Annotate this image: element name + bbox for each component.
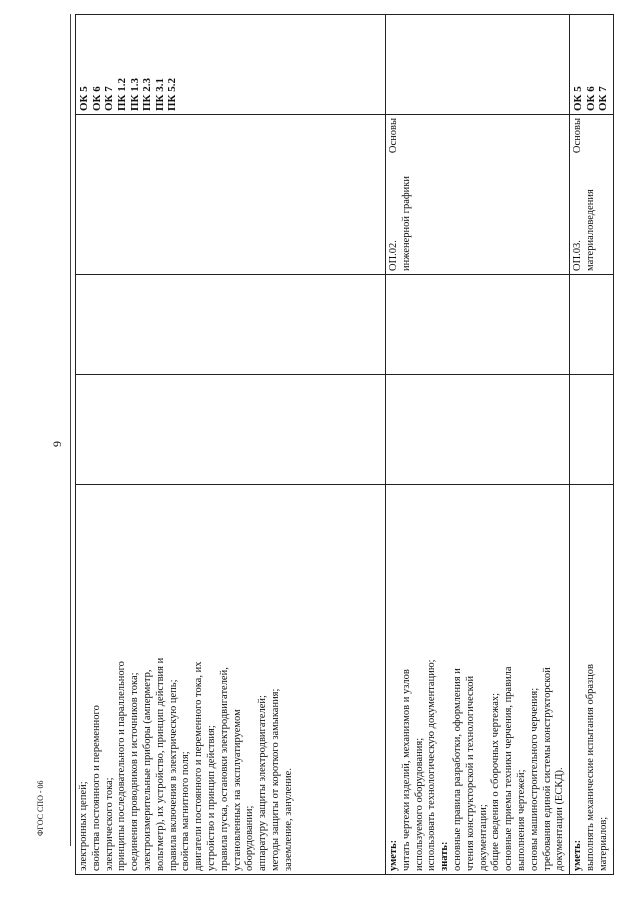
competency-list [572, 18, 610, 111]
list-item: общие сведения о сборочных чертежах; [490, 692, 502, 871]
competency-code: ОК 7 [103, 86, 116, 111]
table-row [386, 15, 570, 875]
discipline-heading [388, 118, 401, 271]
list-item: оборудовании; [244, 805, 256, 871]
section-label: уметь: [572, 839, 584, 871]
discipline-word: Основы [572, 118, 584, 154]
hours-cell [386, 275, 570, 375]
competency-code: ПК 1.2 [115, 77, 128, 111]
list-item: основные приемы техники черчения, правила [503, 666, 515, 871]
competency-code: ПК 1.3 [128, 77, 141, 111]
list-item: соединения проводников и источников тока; [129, 672, 141, 871]
discipline-code: ОП.02. [388, 240, 399, 271]
competency-cell [76, 15, 386, 115]
hours-cell [76, 275, 386, 375]
list-item: аппаратуру защиты электродвигателей; [257, 695, 269, 871]
list-item: правила включения в электрическую цепь; [167, 679, 179, 871]
list-item: выполнять механические испытания образцов [584, 664, 596, 871]
list-item: вольтметр), их устройство, принцип действия и [154, 657, 166, 871]
page-number: 9 [50, 441, 64, 447]
footer-standard-code: ФГОС СПО - 06 [36, 780, 45, 836]
list-item: двигатели постоянного и переменного тока, их [193, 661, 205, 871]
discipline-heading [572, 118, 585, 271]
rotated-page-content [75, 15, 610, 875]
competency-code: ПК 3.1 [153, 77, 166, 111]
list-item: материалов; [597, 816, 609, 871]
footer-divider [70, 14, 71, 846]
list-item: основы машиностроительного черчения; [528, 687, 540, 871]
table-row [570, 15, 613, 875]
competency-cell [570, 15, 613, 115]
discipline-cell [386, 115, 570, 275]
list-item: электрического тока; [103, 777, 115, 871]
list-item: требования единой системы конструкторской [541, 667, 553, 871]
hours-cell [570, 275, 613, 375]
competency-code: ПК 2.3 [141, 77, 154, 111]
section-label: знать: [439, 841, 451, 871]
requirements-cell [76, 485, 386, 875]
discipline-title: инженерной графики [400, 175, 412, 271]
competency-list [78, 18, 179, 111]
list-item: методы защиты от короткого замыкания; [269, 688, 281, 871]
list-item: электроизмерительные приборы (амперметр, [141, 669, 153, 871]
list-item: электронных цепей; [78, 781, 89, 871]
list-item: принципы последовательного и параллельного [116, 661, 128, 871]
requirements-text [78, 488, 296, 871]
discipline-code: ОП.03. [572, 240, 584, 271]
list-item: читать чертежи изделий, механизмов и узлов [400, 669, 412, 871]
list-item: выполнения чертежей; [515, 769, 527, 871]
requirements-cell [570, 485, 613, 875]
hours-cell [76, 375, 386, 485]
list-item: использовать технологическую документацию; [426, 659, 438, 871]
competency-code: ОК 6 [90, 86, 103, 111]
discipline-word: Основы [388, 118, 399, 154]
list-item: установленных на эксплуатируемом [231, 709, 243, 871]
requirements-table [75, 14, 614, 875]
list-item: свойства постоянного и переменного [90, 705, 102, 871]
competency-code: ПК 5.2 [166, 77, 179, 111]
requirements-text [572, 488, 610, 871]
requirements-text [388, 488, 567, 871]
competency-cell [386, 15, 570, 115]
competency-code: ОК 7 [597, 86, 610, 111]
list-item: основные правила разработки, оформления и [451, 668, 463, 871]
hours-cell [386, 375, 570, 485]
competency-code: ОК 5 [572, 86, 585, 111]
discipline-cell [76, 115, 386, 275]
list-item: чтения конструкторской и технологической [464, 675, 476, 871]
list-item: свойства магнитного поля; [180, 751, 192, 871]
requirements-cell [386, 485, 570, 875]
list-item: устройство и принцип действия; [205, 725, 217, 871]
list-item: заземление, зануление. [282, 768, 294, 871]
list-item: документации (ЕСКД). [554, 767, 566, 871]
discipline-cell [570, 115, 613, 275]
section-label: уметь: [388, 839, 399, 871]
discipline-title: материаловедения [584, 189, 596, 271]
table-row [76, 15, 386, 875]
list-item: используемого оборудования; [413, 737, 425, 871]
list-item: правила пуска, остановки электродвигателей, [218, 667, 230, 871]
list-item: документации; [477, 804, 489, 871]
hours-cell [570, 375, 613, 485]
competency-code: ОК 6 [584, 86, 597, 111]
competency-code: ОК 5 [78, 86, 90, 111]
